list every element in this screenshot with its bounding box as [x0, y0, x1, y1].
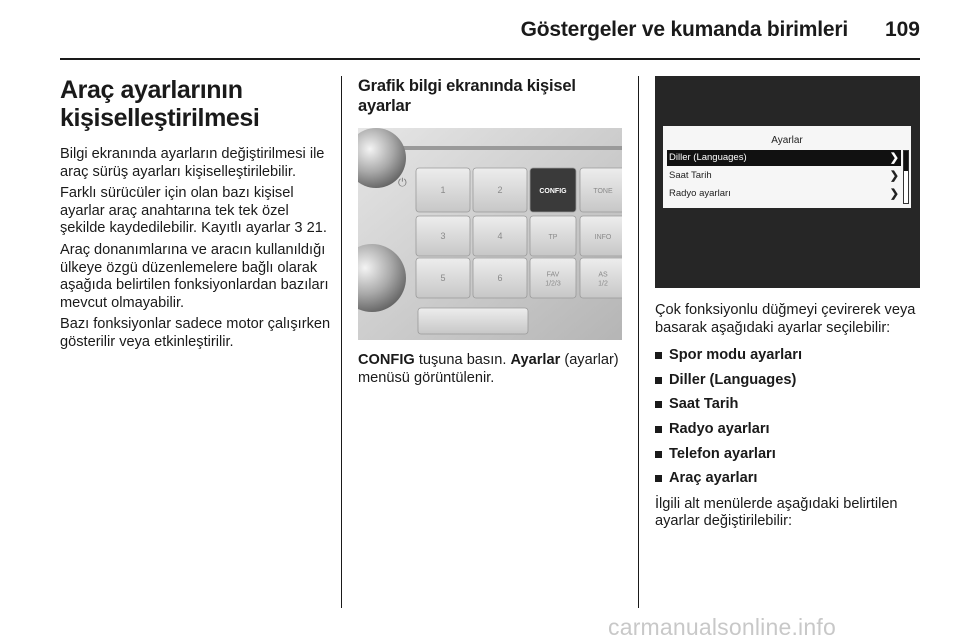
watermark: carmanualsonline.info — [608, 614, 836, 640]
intro-text: Çok fonksiyonlu düğmeyi çevirerek veya basarak aşağıdaki ayarlar seçilebilir: — [655, 302, 916, 336]
menu-row-languages[interactable]: Diller (Languages) ❯ — [669, 152, 899, 164]
outro-text: İlgili alt menülerde aşağıdaki belirtilen ayarlar değiştirilebilir: — [655, 495, 898, 530]
config-label: CONFIG — [358, 352, 415, 368]
column-2 — [358, 76, 624, 387]
page-number: 109 — [884, 18, 920, 41]
list-item: Telefon ayarları — [655, 446, 920, 464]
list-item: Saat Tarih — [655, 396, 920, 414]
panel-button-label: 6 — [497, 273, 503, 283]
panel-button-label: 1 — [440, 185, 446, 195]
panel-button-label: AS — [598, 271, 608, 279]
paragraph: Farklı sürücüler için olan bazı kişisel ayarlar araç anahtarına tek tek özel şekilde kaydedilebilir. Kayıtlı ayarlar 3 21. — [60, 185, 327, 237]
list-item: Diller (Languages) — [655, 372, 920, 390]
paragraph: Bilgi ekranında ayarların değiştirilmesi ile araç sürüş ayarları kişiselleştirilebilir. — [60, 146, 325, 180]
panel-button-label: TONE — [593, 188, 613, 195]
scrollbar[interactable] — [903, 150, 909, 204]
panel-button-label: 2 — [497, 185, 503, 195]
panel-buttons — [416, 168, 622, 298]
column-divider-1 — [341, 76, 342, 608]
ayarlar-label: Ayarlar — [510, 352, 561, 368]
list-item: Radyo ayarları — [655, 421, 920, 439]
instruction-text: CONFIG tuşuna basın. Ayarlar (ayarlar) menüsü görüntülenir. — [358, 352, 619, 386]
column-divider-2 — [638, 76, 639, 608]
display-screenshot — [655, 76, 920, 288]
bullet-icon — [655, 401, 662, 408]
panel-button-label: 1/2/3 — [545, 280, 561, 288]
panel-button-label: TP — [548, 234, 558, 241]
chevron-right-icon: ❯ — [889, 152, 899, 164]
control-panel-illustration — [358, 128, 622, 340]
settings-list — [655, 347, 920, 488]
page-header — [60, 18, 920, 60]
panel-button-label: FAV — [546, 271, 560, 279]
subsection-heading: Grafik bilgi ekranında kişisel ayarlar — [358, 77, 576, 115]
paragraph: Araç donanımlarına ve aracın kullanıldığı ülkeye özgü düzenlemelere bağlı olarak aşağıda belirtilen fonksiyonlardan bazıları mevcut olmayabilir. — [60, 241, 329, 311]
header-divider — [60, 58, 920, 60]
section-heading: Araç ayarlarının kişiselleştirilmesi — [60, 76, 260, 132]
menu-row-radio[interactable]: Radyo ayarları ❯ — [669, 188, 899, 200]
panel-button-label: CONFIG — [539, 188, 567, 195]
column-3 — [655, 76, 920, 531]
control-panel-photo — [358, 128, 622, 340]
screen-title: Ayarlar — [771, 135, 803, 146]
panel-button-label: 4 — [497, 231, 503, 241]
paragraph: Bazı fonksiyonlar sadece motor çalışırken gösterilir veya etkinleştirilir. — [60, 316, 331, 350]
panel-button-label: INFO — [594, 234, 612, 241]
chevron-right-icon: ❯ — [889, 188, 899, 200]
bullet-icon — [655, 475, 662, 482]
power-icon: ⏻ — [398, 176, 407, 189]
scrollbar-thumb[interactable] — [904, 151, 908, 171]
bullet-icon — [655, 426, 662, 433]
bullet-icon — [655, 451, 662, 458]
bullet-icon — [655, 352, 662, 359]
bullet-icon — [655, 377, 662, 384]
list-item: Spor modu ayarları — [655, 347, 920, 365]
menu-row-clock[interactable]: Saat Tarih ❯ — [669, 170, 899, 182]
header-title: Göstergeler ve kumanda birimleri — [520, 18, 848, 41]
panel-button-label: 3 — [440, 231, 446, 241]
settings-screen — [663, 126, 911, 208]
panel-button-label: 1/2 — [598, 280, 608, 288]
list-item: Araç ayarları — [655, 470, 920, 488]
column-1 — [60, 76, 335, 356]
chevron-right-icon: ❯ — [889, 170, 899, 182]
panel-button-label: 5 — [440, 273, 446, 283]
